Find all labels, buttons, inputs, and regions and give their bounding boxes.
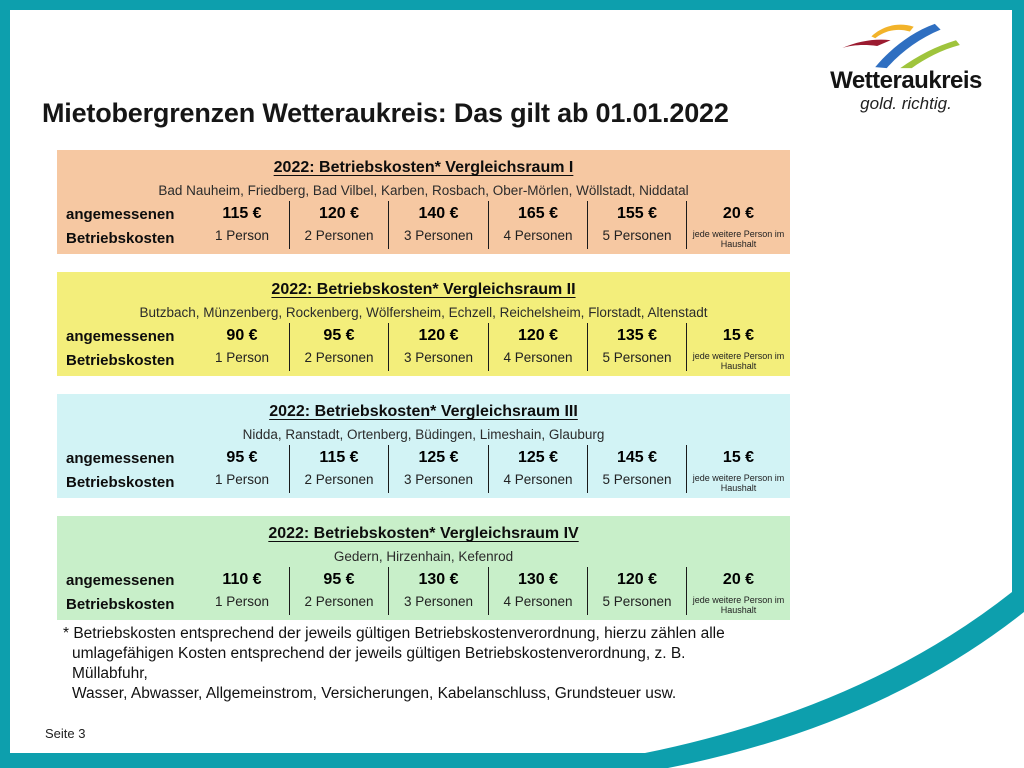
logo-wordmark: Wetteraukreis [830,67,982,94]
table-municipalities: Butzbach, Münzenberg, Rockenberg, Wölfersheim, Echzell, Reichelsheim, Florstadt, Altenstadt [139,305,708,320]
row-label-line2: Betriebskosten [66,473,175,491]
footnote-line: * Betriebskosten entsprechend der jeweils gültigen Betriebskostenverordnung, hierzu zählen alle [63,625,725,642]
table-title: 2022: Betriebskosten* Vergleichsraum I [273,159,574,176]
footnote-line: umlagefähigen Kosten entsprechend der jeweils gültigen Betriebskostenverordnung, z. B. Müllabfuhr, [72,645,686,682]
row-label-line2: Betriebskosten [66,229,175,247]
row-label-line2: Betriebskosten [66,351,175,369]
person-count-label: 5 Personen [602,350,672,365]
cost-column-2 [289,201,388,249]
cost-column-6 [686,201,790,249]
row-label [57,567,195,615]
row-label [57,445,195,493]
cost-value: 115 € [319,449,359,466]
cost-column-5 [587,567,686,615]
person-count-label: 2 Personen [304,228,374,243]
cost-column-3 [388,323,488,371]
cost-column-1 [195,201,289,249]
cost-value: 20 € [722,571,755,588]
cost-column-2 [289,323,388,371]
page-title-regular: Mietobergrenzen Wetteraukreis: [42,98,454,128]
person-count-label: 2 Personen [304,472,374,487]
cost-value: 140 € [418,205,459,222]
cost-column-4 [488,323,587,371]
cost-value: 130 € [517,571,559,588]
cost-column-3 [388,201,488,249]
wetteraukreis-logo-swoosh-icon [837,20,975,70]
person-count-label: 1 Person [214,228,270,243]
person-count-label: 1 Person [214,350,270,365]
table-title: 2022: Betriebskosten* Vergleichsraum IV [268,525,579,542]
row-label [57,201,195,249]
cost-column-5 [587,445,686,493]
person-count-label: 1 Person [214,472,270,487]
person-count-label: 1 Person [214,594,270,609]
wetteraukreis-logo [818,20,994,113]
cost-column-3 [388,445,488,493]
row-label-line1: angemessenen [66,327,175,345]
cost-column-4 [488,201,587,249]
table-municipalities: Bad Nauheim, Friedberg, Bad Vilbel, Karben, Rosbach, Ober-Mörlen, Wöllstadt, Niddatal [158,183,689,198]
cost-column-5 [587,201,686,249]
page-title [42,98,729,129]
betriebskosten-table-1 [57,150,790,254]
cost-value: 95 € [323,327,355,344]
person-count-label: 3 Personen [403,228,474,243]
person-count-label: 4 Personen [503,350,573,365]
cost-column-2 [289,567,388,615]
table-title: 2022: Betriebskosten* Vergleichsraum II [271,281,576,298]
table-grid [57,201,790,249]
person-count-label: 5 Personen [602,228,672,243]
cost-column-2 [289,445,388,493]
cost-value: 90 € [226,327,258,344]
logo-tagline: gold. richtig. [860,94,952,113]
frame-left-bar [0,0,10,768]
person-count-label: 5 Personen [602,594,672,609]
person-count-label: jede weitere Person im Haushalt [692,229,785,249]
person-count-label: jede weitere Person im Haushalt [692,351,785,371]
betriebskosten-table-3 [57,394,790,498]
table-title: 2022: Betriebskosten* Vergleichsraum III [269,403,578,420]
cost-value: 115 € [222,205,262,222]
cost-value: 125 € [517,449,559,466]
cost-value: 120 € [318,205,360,222]
person-count-label: jede weitere Person im Haushalt [692,473,785,493]
row-label-line1: angemessenen [66,571,175,589]
table-grid [57,445,790,493]
person-count-label: 4 Personen [503,594,573,609]
cost-value: 20 € [722,205,755,222]
page-title-bold: Das gilt ab 01.01.2022 [453,98,729,128]
person-count-label: jede weitere Person im Haushalt [692,595,785,615]
row-label-line1: angemessenen [66,205,175,223]
betriebskosten-table-2 [57,272,790,376]
cost-column-1 [195,323,289,371]
cost-value: 165 € [517,205,559,222]
table-grid [57,567,790,615]
cost-value: 110 € [222,571,262,588]
person-count-label: 4 Personen [503,472,573,487]
frame-top-bar [0,0,1024,10]
page-number: Seite 3 [45,726,86,741]
row-label-line2: Betriebskosten [66,595,175,613]
person-count-label: 5 Personen [602,472,672,487]
person-count-label: 3 Personen [403,472,474,487]
table-municipalities: Gedern, Hirzenhain, Kefenrod [333,549,514,564]
table-grid [57,323,790,371]
cost-value: 95 € [226,449,258,466]
cost-column-1 [195,567,289,615]
tables-container [57,150,790,638]
cost-column-3 [388,567,488,615]
cost-column-5 [587,323,686,371]
cost-value: 120 € [418,327,459,344]
betriebskosten-table-4 [57,516,790,620]
cost-value: 155 € [616,205,658,222]
person-count-label: 2 Personen [304,350,374,365]
cost-value: 120 € [517,327,559,344]
person-count-label: 3 Personen [403,594,474,609]
person-count-label: 4 Personen [503,228,573,243]
person-count-label: 2 Personen [304,594,374,609]
cost-value: 145 € [616,449,658,466]
cost-value: 95 € [323,571,355,588]
cost-column-4 [488,445,587,493]
cost-column-4 [488,567,587,615]
table-municipalities: Nidda, Ranstadt, Ortenberg, Büdingen, Limeshain, Glauburg [242,427,605,442]
footnote [63,624,763,704]
row-label-line1: angemessenen [66,449,175,467]
cost-value: 120 € [616,571,658,588]
row-label [57,323,195,371]
cost-value: 15 € [722,327,755,344]
cost-value: 125 € [418,449,459,466]
cost-column-1 [195,445,289,493]
cost-column-6 [686,445,790,493]
person-count-label: 3 Personen [403,350,474,365]
cost-column-6 [686,567,790,615]
cost-value: 135 € [616,327,658,344]
cost-value: 15 € [722,449,755,466]
cost-column-6 [686,323,790,371]
footnote-line: Wasser, Abwasser, Allgemeinstrom, Versicherungen, Kabelanschluss, Grundsteuer usw. [72,685,677,702]
cost-value: 130 € [418,571,459,588]
